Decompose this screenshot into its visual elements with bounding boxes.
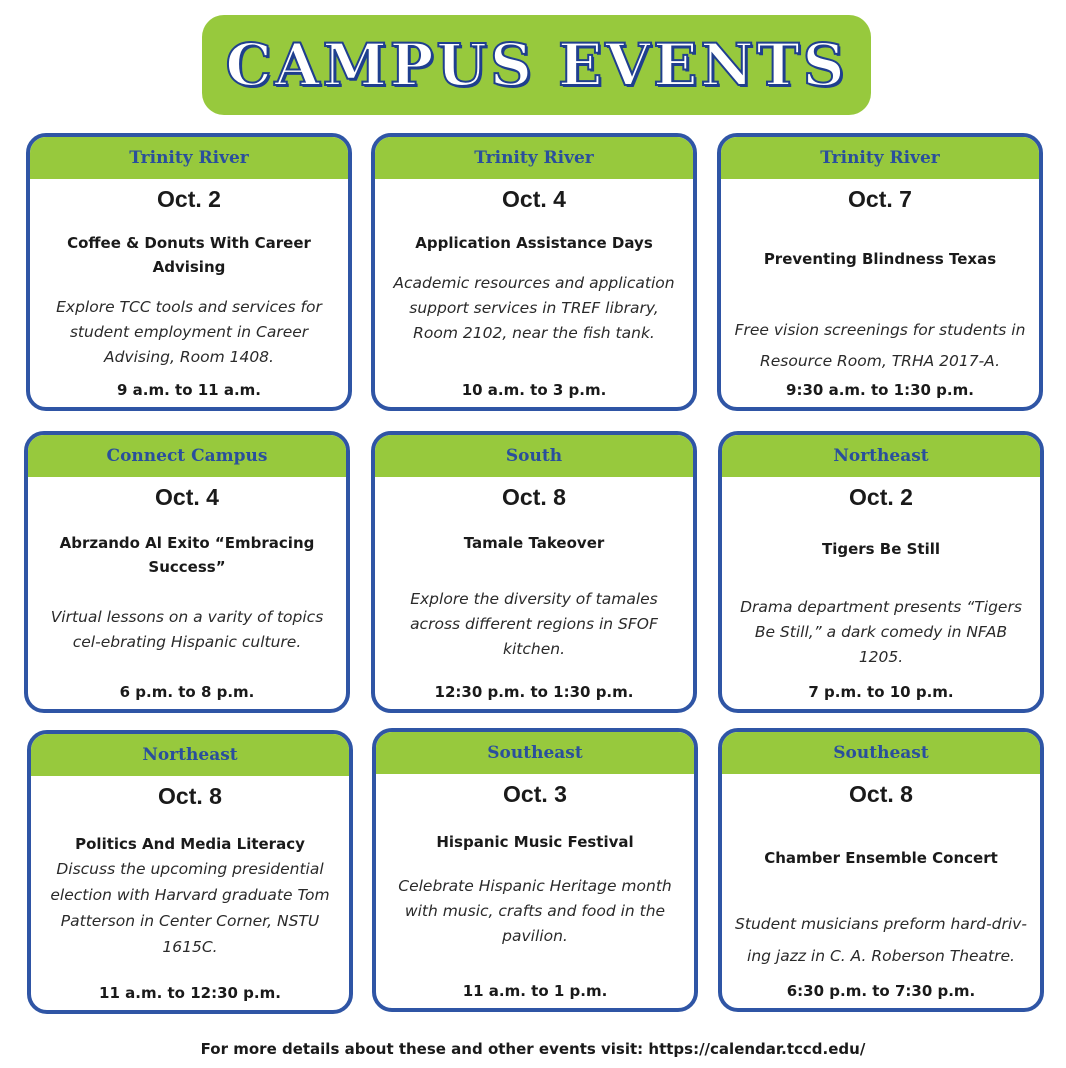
event-description: Discuss the upcoming presidential election with Harvard graduate Tom Patterson in Center Corner, NSTU 1615C. — [50, 860, 330, 956]
event-card — [371, 133, 697, 411]
event-title: Application Assistance Days — [415, 234, 653, 252]
event-description: Student musicians preform hard-driv-ing jazz in C. A. Roberson Theatre. — [735, 915, 1027, 965]
event-title: Abrzando Al Exito “Embracing Success” — [59, 534, 315, 576]
event-time: 9 a.m. to 11 a.m. — [117, 381, 261, 399]
event-title: Preventing Blindness Texas — [763, 250, 997, 268]
campus-label: Northeast — [31, 734, 349, 776]
event-card — [717, 133, 1043, 411]
campus-label: Northeast — [722, 435, 1040, 477]
campus-label: Trinity River — [375, 137, 693, 179]
event-description: Academic resources and application support services in TREF library, Room 2102, near the fish tank. — [393, 274, 675, 342]
event-time: 12:30 p.m. to 1:30 p.m. — [434, 683, 634, 701]
event-time: 6:30 p.m. to 7:30 p.m. — [786, 982, 976, 1000]
event-title: Politics And Media Literacy — [75, 835, 305, 853]
campus-label: Southeast — [376, 732, 694, 774]
event-title: Hispanic Music Festival — [436, 833, 634, 851]
event-card — [24, 431, 350, 713]
campus-label: Trinity River — [30, 137, 348, 179]
event-card — [718, 728, 1044, 1012]
event-title: Tamale Takeover — [463, 534, 605, 552]
footer-note: For more details about these and other events visit: https://calendar.tccd.edu/ — [200, 1040, 866, 1058]
event-description: Virtual lessons on a varity of topics cel-ebrating Hispanic culture. — [50, 608, 324, 651]
event-description: Free vision screenings for students in Resource Room, TRHA 2017-A. — [734, 321, 1026, 370]
event-description: Explore the diversity of tamales across different regions in SFOF kitchen. — [410, 590, 658, 658]
event-date: Oct. 8 — [849, 781, 913, 807]
event-time: 11 a.m. to 12:30 p.m. — [99, 984, 281, 1002]
event-card — [372, 728, 698, 1012]
event-date: Oct. 2 — [849, 484, 913, 510]
event-time: 11 a.m. to 1 p.m. — [462, 982, 608, 1000]
event-title: Coffee & Donuts With Career Advising — [67, 234, 311, 276]
event-time: 9:30 a.m. to 1:30 p.m. — [786, 381, 974, 399]
campus-label: Trinity River — [721, 137, 1039, 179]
event-card — [27, 730, 353, 1014]
event-date: Oct. 8 — [158, 783, 222, 809]
event-time: 10 a.m. to 3 p.m. — [461, 381, 607, 399]
event-description: Drama department presents “Tigers Be Still,” a dark comedy in NFAB 1205. — [740, 598, 1022, 666]
event-date: Oct. 2 — [157, 186, 221, 212]
title-banner — [202, 15, 871, 115]
event-card — [371, 431, 697, 713]
event-date: Oct. 8 — [502, 484, 566, 510]
event-description: Celebrate Hispanic Heritage month with music, crafts and food in the pavilion. — [398, 877, 672, 945]
event-date: Oct. 7 — [848, 186, 912, 212]
event-description: Explore TCC tools and services for student employment in Career Advising, Room 1408. — [56, 298, 322, 366]
event-title: Tigers Be Still — [821, 540, 941, 558]
page-title: CAMPUS EVENTS — [225, 31, 848, 99]
event-time: 6 p.m. to 8 p.m. — [119, 683, 255, 701]
event-date: Oct. 4 — [155, 484, 219, 510]
campus-label: Southeast — [722, 732, 1040, 774]
event-date: Oct. 4 — [502, 186, 566, 212]
event-time: 7 p.m. to 10 p.m. — [808, 683, 954, 701]
event-card — [26, 133, 352, 411]
campus-label: Connect Campus — [28, 435, 346, 477]
event-date: Oct. 3 — [503, 781, 567, 807]
event-title: Chamber Ensemble Concert — [764, 849, 998, 867]
campus-label: South — [375, 435, 693, 477]
event-card — [718, 431, 1044, 713]
